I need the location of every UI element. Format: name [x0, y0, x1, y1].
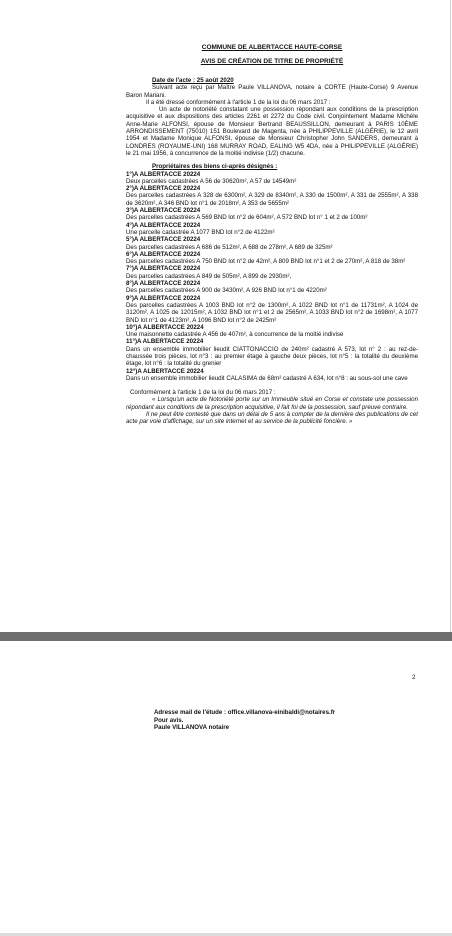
lot-heading: 1°)A ALBERTACCE 20224 — [126, 170, 201, 178]
lot-description: Des parcelles cadastrées A 750 BND lot n°2 de 42m², A 809 BND lot n°1 et 2 de 270m², A 818 de 38m² — [126, 258, 406, 266]
lot-heading: 3°)A ALBERTACCE 20224 — [126, 207, 201, 215]
lot-item — [126, 251, 418, 266]
commune-title: COMMUNE DE ALBERTACCE HAUTE-CORSE — [201, 44, 343, 51]
act-notoriety-paragraph: Un acte de notoriété constatant une possession répondant aux conditions de la prescription acquisitive et aux dispositions des articles 2261 et 2272 du Code civil. Conjointement Madame Michèle Anne-Marie ALFONSI, épouse de Monsieur Bertrand BEAUSSILLON, demeurant à PARIS 10ÈME ARRONDISSEMENT (75010) 151 Boulevard de Magenta, née à PHILIPPEVILLE (ALGÉRIE), le 12 avril 1954 et Madame Monique ALFONSI, épouse de Monsieur Christopher John SANDERS, demeurant à LONDRES (ROYAUME-UNI) 168 MURRAY ROAD, EALING W5 4DA, née à PHILIPPEVILLE (ALGÉRIE) le 21 mai 1956, à concurrence de la moitié indivise (1/2) chacune. — [126, 106, 418, 157]
lot-item — [126, 207, 418, 222]
lot-description: Dans un ensemble immobilier lieudit CIATTONACCIO de 240m² cadastré A 573, lot n° 2 : au rez-de-chaussée trois pièces, lot n°3 : au premier étage à gauche deux pièces, lot n°5 : la totalité du deuxième étage, lot n°6 : la totalité du grenier — [126, 345, 418, 368]
lot-heading: 7°)A ALBERTACCE 20224 — [126, 265, 201, 273]
lot-heading: 11°)A ALBERTACCE 20224 — [126, 338, 204, 346]
lot-description: Une maisonnette cadastrée A 456 de 407m², à concurrence de la moitié indivise — [126, 331, 344, 339]
notice-content — [126, 44, 418, 426]
pour-avis: Pour avis. — [154, 716, 184, 724]
lot-description: Des parcelles cadastrées A 900 de 3430m², A 926 BND lot n°1 de 4220m² — [126, 287, 327, 295]
lot-heading: 6°)A ALBERTACCE 20224 — [126, 250, 201, 258]
lot-description: Dans un ensemble immobilier lieudit CALASIMA de 68m² cadastré A 634, lot n°8 : au sous-sol une cave — [126, 374, 408, 382]
page-number: 2 — [412, 674, 416, 681]
lot-heading: 2°)A ALBERTACCE 20224 — [126, 185, 201, 193]
lot-item — [126, 236, 418, 251]
lot-item — [126, 265, 418, 280]
act-notary-paragraph: Suivant acte reçu par Maître Paule VILLANOVA, notaire à CORTE (Haute-Corse) 9 Avenue Baron Mariani. — [126, 84, 418, 99]
lot-heading: 9°)A ALBERTACCE 20224 — [126, 294, 201, 302]
lot-item — [126, 295, 418, 324]
owners-heading: Propriétaires des biens ci-après désignés : — [152, 163, 278, 171]
lot-heading: 10°)A ALBERTACCE 20224 — [126, 323, 204, 331]
lot-item — [126, 368, 418, 383]
page-separator — [0, 632, 452, 641]
lot-description: Des parcelles cadastrées A 328 de 6300m², A 329 de 8340m², A 330 de 1500m², A 331 de 2555m², A 338 de 3620m², A 346 BND lot n°1 de 2018m², A 353 de 5655m² — [126, 192, 418, 207]
lot-item — [126, 338, 418, 367]
act-date: Date de l'acte : 25 août 2020 — [152, 77, 234, 84]
conformity-intro: Conformément à l'article 1 de la loi du 06 mars 2017 : — [130, 389, 276, 397]
lot-heading: 4°)A ALBERTACCE 20224 — [126, 221, 201, 229]
notary-signature: Paule VILLANOVA notaire — [154, 724, 230, 732]
act-law-paragraph: Il a été dressé conformément à l'article 1 de la loi du 06 mars 2017 : — [146, 98, 331, 106]
lot-item — [126, 222, 418, 237]
notice-title: AVIS DE CRÉATION DE TITRE DE PROPRIÉTÉ — [200, 58, 344, 65]
lot-description: Des parcelles cadastrées A 686 de 512m², A 688 de 278m², A 689 de 325m² — [126, 243, 333, 251]
lot-description: Deux parcelles cadastrées A 56 de 30620m², A 57 de 14549m² — [126, 177, 297, 185]
lot-description: Des parcelles cadastrées A 569 BND lot n°2 de 604m², A 572 BND lot n° 1 et 2 de 100m² — [126, 214, 368, 222]
lot-list — [126, 171, 418, 383]
lot-heading: 12°)A ALBERTACCE 20224 — [126, 367, 204, 375]
document-page-2 — [0, 641, 452, 936]
footer-block — [154, 709, 335, 732]
lot-description: Une parcelle cadastrée A 1077 BND lot n°2 de 4122m² — [126, 228, 275, 236]
conformity-quote-1: « Lorsqu'un acte de Notoriété porte sur un Immeuble situé en Corse et constate une possession répondant aux conditions de la prescription acquisitive, il fait foi de la possession, sauf preuve contraire. — [126, 396, 418, 411]
lot-item — [126, 280, 418, 295]
lot-heading: 8°)A ALBERTACCE 20224 — [126, 280, 201, 288]
lot-item — [126, 324, 418, 339]
lot-item — [126, 185, 418, 207]
lot-description: Des parcelles cadastrées A 1003 BND lot n°2 de 1300m², A 1022 BND lot n°1 de 11731m², A 1024 de 3120m², A 1025 de 12015m², A 1032 BND lot n°1 et 2 de 2565m², A 1033 BND lot n°2 de 1698m², A 1077 BND lot n°1 de 4123m², A 1096 BND lot n°2 de 2425m² — [126, 301, 418, 324]
lot-item — [126, 171, 418, 186]
lot-heading: 5°)A ALBERTACCE 20224 — [126, 236, 201, 244]
conformity-quote-2: Il ne peut être contesté que dans un délai de 5 ans à compter de la dernière des publications de cet acte par voie d'affichage, sur un site internet et au service de la publicité foncière. » — [126, 411, 418, 426]
lot-description: Des parcelles cadastrées A 849 de 505m², A 899 de 2930m², — [126, 272, 292, 280]
office-email: Adresse mail de l'étude : office.villanova-einibaldi@notaires.fr — [154, 709, 336, 716]
